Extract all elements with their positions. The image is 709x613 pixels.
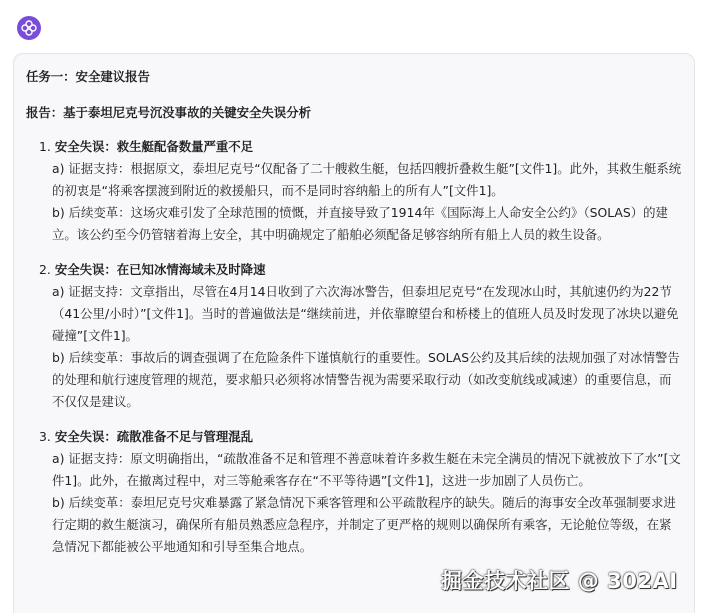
task-title: 任务一：安全建议报告 [26, 69, 150, 84]
evidence-paragraph: a) 证据支持：根据原文，泰坦尼克号“仅配备了二十艘救生艇，包括四艘折叠救生艇”[文件1]。此外，其救生艇系统的初衷是“将乘客摆渡到附近的救援船只，而不是同时容纳船上的所有人”[文件1]。 [52, 161, 682, 198]
report-title: 报告：基于泰坦尼克号沉没事故的关键安全失误分析 [26, 105, 311, 120]
failure-section-3 [39, 426, 682, 558]
section-heading [39, 136, 682, 158]
failure-section-1 [39, 136, 682, 246]
assistant-message-card [13, 53, 695, 613]
assistant-avatar [17, 16, 41, 40]
evidence-paragraph: a) 证据支持：原文明确指出，“疏散准备不足和管理不善意味着许多救生艇在未完全满员的情况下就被放下了水”[文件1]。此外，在撤离过程中，对三等舱乘客存在“不平等待遇”[文件1]，这进一步加剧了人员伤亡。 [52, 451, 681, 488]
flower-icon [21, 20, 37, 36]
watermark: 掘金技术社区 @ 302AI [441, 569, 678, 593]
section-title: 安全失误：疏散准备不足与管理混乱 [54, 429, 254, 444]
change-paragraph: b) 后续变革：这场灾难引发了全球范围的愤慨，并直接导致了1914年《国际海上人命安全公约》（SOLAS）的建立。该公约至今仍管辖着海上安全，其中明确规定了船舶必须配备足够容纳所有船上人员的救生设备。 [52, 205, 668, 242]
section-index: 3. [39, 429, 51, 444]
section-heading [39, 259, 682, 281]
section-index: 1. [39, 139, 51, 154]
change-paragraph: b) 后续变革：事故后的调查强调了在危险条件下谨慎航行的重要性。SOLAS公约及其后续的法规加强了对冰情警告的处理和航行速度管理的规范，要求船只必须将冰情警告视为需要采取行动（如改变航线或减速）的重要信息，而不仅仅是建议。 [52, 350, 680, 409]
section-title: 安全失误：在已知冰情海域未及时降速 [54, 262, 266, 277]
evidence-paragraph: a) 证据支持：文章指出，尽管在4月14日收到了六次海冰警告，但泰坦尼克号“在发现冰山时，其航速仍约为22节（41公里/小时）”[文件1]。当时的普遍做法是“继续前进，并依靠瞭望台和桥楼上的值班人员及时发现了冰块以避免碰撞”[文件1]。 [52, 284, 679, 343]
failure-section-2 [39, 259, 682, 413]
change-paragraph: b) 后续变革：泰坦尼克号灾难暴露了紧急情况下乘客管理和公平疏散程序的缺失。随后的海事安全改革强制要求进行定期的救生艇演习，确保所有船员熟悉应急程序，并制定了更严格的规则以确保所有乘客，无论舱位等级，在紧急情况下都能被公平地通知和引导至集合地点。 [52, 495, 676, 554]
section-index: 2. [39, 262, 51, 277]
section-heading [39, 426, 682, 448]
section-title: 安全失误：救生艇配备数量严重不足 [54, 139, 254, 154]
